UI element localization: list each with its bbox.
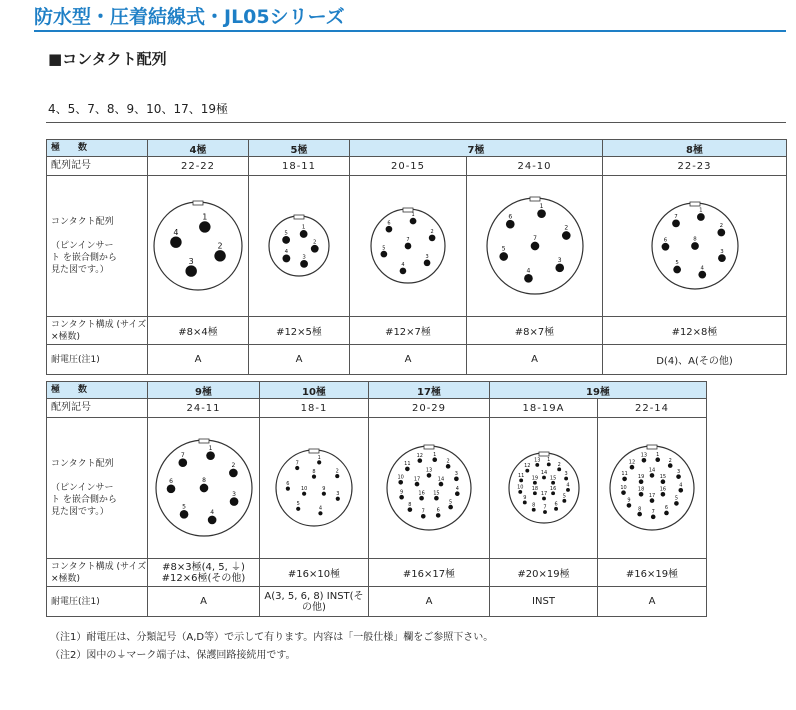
pin-label: 1 [546,456,550,463]
layout-code: 18-11 [281,160,317,172]
group-19-poles: 19極 [490,382,707,399]
contact-pin [178,458,187,467]
layout-code: 24-11 [186,402,221,414]
keyway-notch [539,452,549,456]
pin-label: 15 [433,490,440,497]
contact-pin [621,490,626,495]
pin-label: 18 [637,486,645,493]
contact-pin [282,255,290,263]
connector-diagram [385,444,473,532]
pin-label: 1 [317,454,321,461]
contact-pin [637,512,642,517]
contact-pin [525,469,529,473]
pin-label: 5 [501,245,506,253]
pin-label: 1 [433,451,437,458]
contact-pin [561,231,570,240]
composition-value: #12×5極 [249,317,350,345]
pin-label: 4 [318,505,323,512]
composition-value: #16×17極 [369,559,490,587]
pin-label: 16 [549,485,556,492]
pin-label: 3 [676,468,681,475]
pin-label: 2 [446,458,450,465]
contact-pin [282,236,290,244]
pin-label: 5 [284,230,288,237]
contact-pin [650,498,655,503]
pin-label: 4 [173,227,179,237]
layout-code: 20-15 [390,160,426,172]
connector-diagram [608,444,696,532]
pole-count-subtitle: 4、5、7、8、9、10、17、19極 [48,102,228,116]
contact-pin [537,209,546,218]
contact-pin [185,265,196,276]
contact-pin [418,458,423,463]
title-rule [34,30,786,32]
pin-label: 7 [651,509,655,516]
contact-pin [207,516,216,525]
pin-label: 7 [295,460,299,467]
contact-pin [439,482,444,487]
connector-diagram [274,448,354,528]
pin-label: 3 [336,491,340,498]
pin-label: 7 [406,237,410,244]
contact-pin [432,457,437,462]
contact-pin [296,507,300,511]
pin-label: 5 [674,495,679,502]
connector-shell [269,216,329,276]
voltage-value: A [369,587,490,617]
pin-label: 1 [698,207,703,214]
contact-pin [661,479,666,484]
composition-value: #12×7極 [350,317,467,345]
pin-label: 4 [526,267,530,275]
connector-diagram [485,196,585,296]
contact-pin [300,260,308,268]
keyway-notch [690,202,700,206]
layout-code: 22-14 [634,402,670,414]
composition-value: #20×19極 [490,559,598,587]
contact-pin [543,510,547,514]
pin-label: 2 [668,457,672,464]
connector-diagram [507,451,581,525]
pin-label: 6 [387,220,391,227]
pin-label: 4 [284,249,289,256]
contact-pin [229,469,238,478]
pin-label: 5 [296,501,300,508]
pin-label: 4 [565,482,570,489]
keyway-notch [294,215,304,219]
pin-label: 3 [719,248,724,255]
pin-label: 6 [286,481,290,488]
contact-pin [505,220,514,229]
pin-label: 4 [209,509,214,517]
contact-table-2 [46,381,707,617]
contact-pin [532,481,536,485]
pin-label: 8 [638,506,642,513]
pin-label: 9 [322,486,326,493]
contact-pin [546,462,550,466]
contact-pin [562,499,566,503]
composition-value: #16×19極 [598,559,707,587]
voltage-value: A [148,345,249,375]
contact-pin [421,514,426,519]
pin-label: 1 [301,224,306,231]
layout-code: 22-22 [180,160,216,172]
contact-pin [206,451,215,460]
pin-label: 16 [418,490,425,497]
pin-label: 10 [620,484,627,491]
layout-code: 18-19A [522,402,565,414]
contact-pin [664,511,669,516]
contact-pin [655,457,660,462]
pin-label: 3 [564,471,568,478]
pin-label: 10 [300,486,308,493]
contact-pin [446,464,451,469]
voltage-value: A [350,345,467,375]
contact-pin [415,482,420,487]
pin-label: 6 [663,237,667,244]
keyway-notch [530,197,540,201]
contact-pin [214,250,225,261]
pin-label: 13 [533,457,540,464]
contact-pin [295,466,299,470]
pin-label: 8 [408,501,412,508]
contact-pin [381,251,388,258]
group-4-poles: 4極 [148,140,249,157]
pin-label: 5 [382,245,386,252]
pin-label: 3 [231,490,236,498]
pin-label: 7 [180,451,185,459]
voltage-value: A(3, 5, 6, 8) INST(その他) [260,587,369,617]
contact-pin [427,473,432,478]
pin-label: 4 [679,482,683,489]
pin-label: 14 [540,470,547,477]
pin-label: 17 [540,491,547,498]
pin-label: 1 [208,444,212,452]
pin-label: 17 [648,492,656,499]
page-title-bar [0,0,360,28]
pin-label: 16 [659,486,667,493]
keyway-notch [193,201,203,205]
contact-pin [199,484,208,493]
pin-label: 5 [181,503,186,511]
pin-label: 15 [659,473,667,480]
contact-layout-label: コンタクト配列 [51,217,114,227]
contact-pin [499,252,508,261]
pin-label: 15 [549,475,556,482]
contact-pin [405,467,410,472]
contact-pin [322,492,326,496]
contact-pin [676,474,681,479]
pin-label: 8 [312,469,316,476]
voltage-value: A [598,587,707,617]
pin-label: 3 [557,257,562,265]
voltage-label: 耐電圧(注1) [47,345,148,375]
contact-pin [410,218,417,225]
pin-label: 5 [449,499,453,506]
group-9-poles: 9極 [148,382,260,399]
contact-pin [661,492,666,497]
pin-label: 7 [421,508,425,515]
layout-code: 24-10 [517,160,552,172]
contact-pin [674,501,679,506]
contact-pin [673,266,681,274]
composition-value: #16×10極 [260,559,369,587]
pin-label: 6 [553,501,558,508]
pin-label: 5 [674,260,679,267]
contact-pin [170,236,181,247]
voltage-value: A [249,345,350,375]
contact-pin [698,271,706,279]
pin-label: 11 [517,472,524,479]
pin-label: 10 [516,484,523,491]
pin-label: 2 [335,468,339,475]
pin-label: 1 [656,451,660,458]
contact-pin [522,501,526,505]
connector-diagram [267,214,331,278]
pin-label: 2 [557,461,561,468]
group-5-poles: 5極 [249,140,350,157]
contact-pin [318,511,322,515]
pin-label: 3 [188,256,194,266]
pin-label: 14 [648,467,656,474]
contact-pin [179,510,188,519]
pin-label: 11 [404,461,411,468]
contact-pin [429,235,436,242]
view-note: （ピンインサート を嵌合側から 見た図です。） [51,483,117,517]
contact-pin [408,507,413,512]
contact-pin [335,474,339,478]
contact-pin [448,505,453,510]
pin-label: 10 [397,474,404,481]
pin-label: 6 [436,507,440,514]
contact-pin [627,503,632,508]
connector-diagram [369,207,447,285]
pin-label: 18 [531,485,538,492]
composition-value: #8×4極 [148,317,249,345]
voltage-label: 耐電圧(注1) [47,587,148,617]
connector-diagram [650,201,740,291]
pin-label: 4 [401,262,405,269]
note-1: （注1）耐電圧は、分類記号（A,D等）で示して有ります。内容は「一般仕様」欄をご参照下さい。 [50,632,494,643]
contact-pin [532,491,536,495]
layout-code-label: 配列記号 [47,157,148,176]
group-7-poles: 7極 [350,140,603,157]
contact-pin [454,477,459,482]
contact-pin [518,490,522,494]
contact-pin [639,479,644,484]
group-17-poles: 17極 [369,382,490,399]
poles-label: 極 数 [47,140,148,157]
contact-pin [530,242,539,251]
contact-table-1 [46,139,787,375]
contact-pin [639,492,644,497]
pin-label: 13 [640,452,648,459]
pin-label: 4 [700,265,704,272]
pin-label: 7 [673,213,678,220]
contact-pin [551,491,555,495]
contact-pin [554,507,558,511]
voltage-value: INST [490,587,598,617]
pin-label: 4 [455,485,459,492]
contact-pin [650,473,655,478]
contact-pin [717,229,725,237]
contact-pin [697,213,705,221]
contact-pin [199,221,210,232]
page-title: 防水型・圧着結線式・JL05シリーズ [34,6,345,28]
pin-label: 2 [313,239,317,246]
contact-pin [166,484,175,493]
contact-pin [557,467,561,471]
contact-pin [672,219,680,227]
contact-pin [535,463,539,467]
pin-label: 14 [437,476,445,483]
pin-label: 6 [507,213,512,221]
pin-label: 3 [454,471,458,478]
composition-value: #8×3極(4, 5, ⏚) #12×6極(その他) [148,559,260,587]
contact-pin [718,254,726,262]
contact-pin [386,226,393,233]
pin-label: 8 [531,502,535,509]
pin-label: 1 [411,212,415,219]
pin-label: 1 [539,202,543,210]
contact-pin [691,242,699,250]
keyway-notch [424,445,434,449]
pin-label: 2 [230,462,235,470]
connector-diagram [154,438,254,538]
pin-label: 7 [542,504,547,511]
connector-diagram [152,200,244,292]
pin-label: 2 [430,229,434,236]
pin-label: 12 [523,463,530,470]
voltage-value: D(4)、A(その他) [603,345,787,375]
contact-pin [336,497,340,501]
pin-label: 1 [202,212,208,222]
contact-pin [436,513,441,518]
contact-pin [311,245,319,253]
pin-label: 2 [563,224,568,232]
pin-label: 9 [627,497,631,504]
contact-pin [542,497,546,501]
contact-pin [555,264,564,273]
contact-pin [566,488,570,492]
pin-label: 8 [692,236,697,243]
composition-value: #12×8極 [603,317,787,345]
section-heading: ■コンタクト配列 [48,50,167,68]
contact-pin [642,458,647,463]
pin-label: 9 [522,495,526,502]
contact-pin [317,460,321,464]
contact-pin [405,243,412,250]
contact-pin [531,508,535,512]
poles-label: 極 数 [47,382,148,399]
contact-pin [622,477,627,482]
pin-label: 8 [201,477,206,485]
note-2: （注2）図中の⏚マーク端子は、保護回路接続用です。 [50,650,296,661]
contact-pin [400,268,407,275]
subtitle-rule [46,122,786,123]
pin-label: 3 [425,254,429,261]
contact-pin [286,487,290,491]
contact-pin [542,476,546,480]
pin-label: 17 [413,476,421,483]
pin-label: 2 [217,241,223,251]
pin-label: 19 [637,473,645,480]
contact-pin [399,495,404,500]
pin-label: 11 [621,471,628,478]
layout-code-label: 配列記号 [47,399,148,418]
pin-label: 5 [562,493,566,500]
pin-label: 13 [425,467,433,474]
contact-pin [455,491,460,496]
contact-pin [434,496,439,501]
layout-code: 20-29 [411,402,447,414]
contact-pin [424,260,431,267]
contact-pin [229,497,238,506]
contact-pin [300,230,308,238]
composition-label: コンタクト構成 (サイズ×極数) [47,559,148,587]
contact-pin [551,481,555,485]
contact-pin [419,496,424,501]
pin-label: 3 [302,254,306,261]
pin-label: 12 [628,459,636,466]
keyway-notch [199,439,209,443]
contact-pin [661,243,669,251]
keyway-notch [309,449,319,453]
contact-pin [312,475,316,479]
contact-pin [519,478,523,482]
contact-pin [678,488,683,493]
pin-label: 2 [719,223,723,230]
pin-label: 6 [664,505,669,512]
contact-pin [668,463,673,468]
keyway-notch [647,445,657,449]
contact-pin [564,477,568,481]
connector-shell [154,202,242,290]
pin-label: 6 [168,477,173,485]
contact-pin [398,480,403,485]
pin-label: 7 [532,235,537,243]
contact-layout-label: コンタクト配列 [51,459,114,469]
layout-code: 22-23 [677,160,712,172]
group-8-poles: 8極 [603,140,787,157]
composition-value: #8×7極 [467,317,603,345]
pin-label: 19 [531,475,538,482]
pin-label: 12 [416,452,424,459]
contact-pin [302,492,306,496]
voltage-value: A [467,345,603,375]
contact-pin [524,274,533,283]
composition-label: コンタクト構成 (サイズ×極数) [47,317,148,345]
group-10-poles: 10極 [260,382,369,399]
view-note: （ピンインサート を嵌合側から 見た図です。） [51,241,117,275]
pin-label: 9 [400,489,404,496]
layout-code: 18-1 [300,402,328,414]
voltage-value: A [148,587,260,617]
contact-pin [651,515,656,520]
contact-pin [630,465,635,470]
